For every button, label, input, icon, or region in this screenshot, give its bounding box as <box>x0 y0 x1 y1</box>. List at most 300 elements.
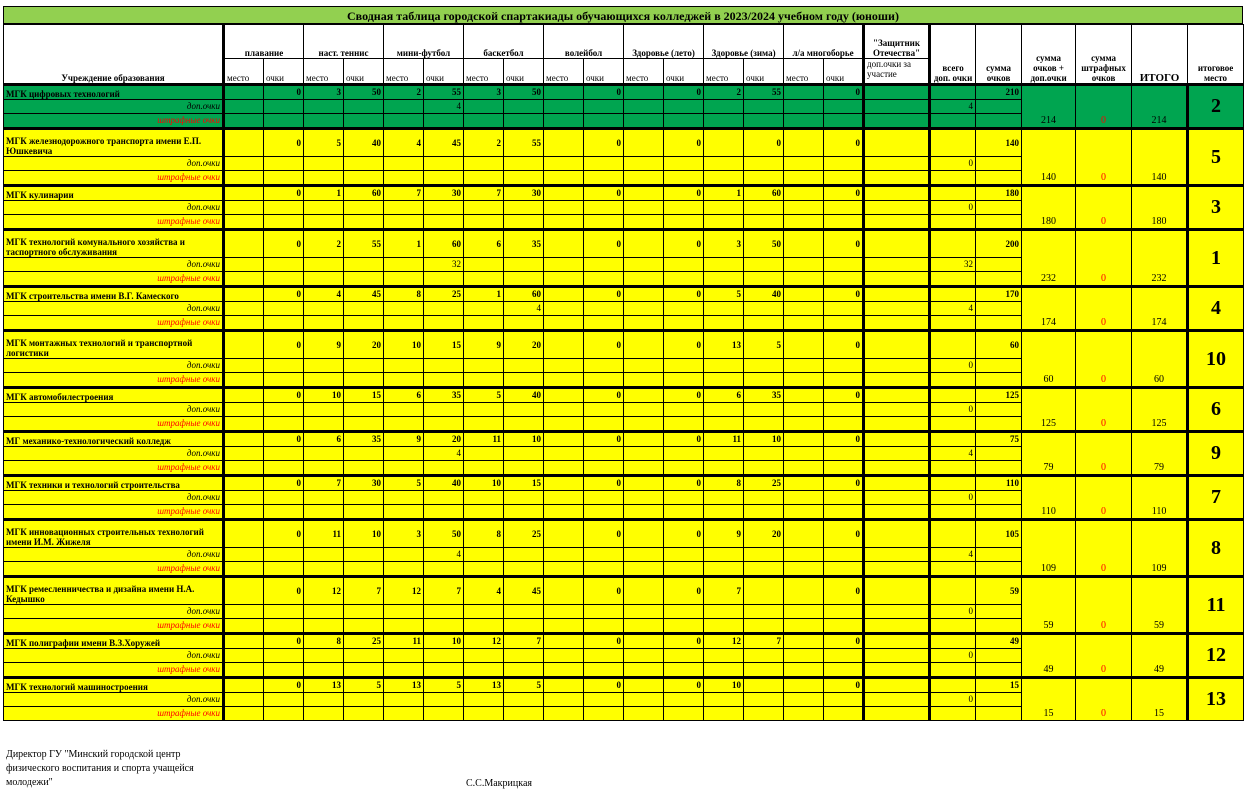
extra-cell <box>304 157 344 171</box>
points-cell: 50 <box>744 230 784 258</box>
sum-points-cell: 49 <box>976 634 1022 649</box>
header-total-extra: всего доп. очки <box>930 25 976 85</box>
extra-cell <box>384 171 424 186</box>
extra-cell <box>824 505 864 520</box>
extra-cell <box>704 447 744 461</box>
place-cell <box>784 186 824 201</box>
place-cell <box>624 388 664 403</box>
extra-cell <box>264 447 304 461</box>
place-cell: 6 <box>704 388 744 403</box>
points-cell: 20 <box>344 331 384 359</box>
extra-cell <box>344 403 384 417</box>
points-cell: 0 <box>664 129 704 157</box>
points-cell: 0 <box>264 230 304 258</box>
extra-cell <box>624 562 664 577</box>
extra-cell <box>704 649 744 663</box>
header-sport: наст. теннис <box>304 25 384 59</box>
extra-cell <box>744 157 784 171</box>
sum-plus-cell: 232 <box>1022 230 1076 287</box>
extra-cell <box>304 201 344 215</box>
defender-cell <box>864 201 930 215</box>
total-extra-cell <box>930 678 976 693</box>
points-cell: 25 <box>424 287 464 302</box>
extra-cell <box>384 157 424 171</box>
defender-cell <box>864 634 930 649</box>
sum-penalty-cell: 0 <box>1076 388 1132 432</box>
extra-label: доп.очки <box>4 359 224 373</box>
sum-points-cell: 140 <box>976 129 1022 157</box>
extra-cell <box>224 447 264 461</box>
place-cell: 3 <box>384 520 424 548</box>
header-points: очки <box>584 59 624 85</box>
extra-cell <box>784 605 824 619</box>
extra-cell <box>264 100 304 114</box>
header-place: место <box>384 59 424 85</box>
total-extra-cell <box>930 171 976 186</box>
points-cell: 20 <box>744 520 784 548</box>
total-extra-cell: 0 <box>930 157 976 171</box>
points-cell: 0 <box>824 520 864 548</box>
points-cell: 0 <box>664 634 704 649</box>
extra-cell <box>584 157 624 171</box>
place-cell <box>544 287 584 302</box>
penalty-label: штрафные очки <box>4 417 224 432</box>
extra-cell <box>744 114 784 129</box>
extra-cell <box>504 461 544 476</box>
defender-cell <box>864 85 930 100</box>
extra-cell <box>304 100 344 114</box>
extra-label: доп.очки <box>4 201 224 215</box>
extra-cell <box>544 491 584 505</box>
header-place: место <box>624 59 664 85</box>
extra-cell <box>624 359 664 373</box>
extra-cell <box>424 403 464 417</box>
extra-cell <box>504 663 544 678</box>
place-cell: 4 <box>304 287 344 302</box>
points-cell: 0 <box>584 129 624 157</box>
extra-cell <box>784 258 824 272</box>
table-row <box>4 577 1244 605</box>
extra-cell <box>304 316 344 331</box>
sum-points-cell <box>976 649 1022 663</box>
extra-cell <box>664 605 704 619</box>
defender-cell <box>864 548 930 562</box>
extra-cell <box>544 693 584 707</box>
extra-cell <box>784 272 824 287</box>
place-cell: 12 <box>704 634 744 649</box>
extra-cell: 4 <box>424 447 464 461</box>
place-cell <box>544 129 584 157</box>
extra-cell <box>544 707 584 721</box>
points-cell: 35 <box>744 388 784 403</box>
total-extra-cell <box>930 417 976 432</box>
place-cell: 2 <box>304 230 344 258</box>
place-cell <box>544 331 584 359</box>
table-row <box>4 432 1244 447</box>
place-cell: 4 <box>384 129 424 157</box>
extra-cell <box>784 663 824 678</box>
extra-cell <box>664 316 704 331</box>
points-cell: 55 <box>424 85 464 100</box>
place-cell: 9 <box>704 520 744 548</box>
points-cell: 0 <box>264 129 304 157</box>
sum-points-cell <box>976 171 1022 186</box>
sum-penalty-cell: 0 <box>1076 230 1132 287</box>
extra-cell <box>264 619 304 634</box>
extra-cell <box>344 605 384 619</box>
points-cell: 0 <box>664 577 704 605</box>
place-cell <box>224 331 264 359</box>
points-cell: 55 <box>504 129 544 157</box>
sum-points-cell: 180 <box>976 186 1022 201</box>
place-cell: 8 <box>464 520 504 548</box>
extra-cell <box>384 548 424 562</box>
extra-cell: 32 <box>424 258 464 272</box>
place-cell <box>224 577 264 605</box>
extra-cell <box>344 562 384 577</box>
place-cell <box>224 432 264 447</box>
sum-points-cell <box>976 548 1022 562</box>
extra-cell <box>704 157 744 171</box>
extra-cell <box>504 316 544 331</box>
sum-penalty-cell: 0 <box>1076 577 1132 634</box>
extra-cell <box>464 447 504 461</box>
sum-points-cell: 170 <box>976 287 1022 302</box>
sum-points-cell <box>976 461 1022 476</box>
extra-label: доп.очки <box>4 447 224 461</box>
place-cell: 13 <box>304 678 344 693</box>
points-cell: 0 <box>264 634 304 649</box>
extra-cell <box>824 447 864 461</box>
extra-cell <box>704 201 744 215</box>
sum-points-cell <box>976 215 1022 230</box>
extra-cell <box>264 693 304 707</box>
extra-cell <box>784 114 824 129</box>
final-place-cell: 12 <box>1188 634 1244 678</box>
points-cell: 0 <box>824 129 864 157</box>
place-cell: 10 <box>304 388 344 403</box>
extra-cell <box>624 491 664 505</box>
extra-cell <box>664 562 704 577</box>
extra-cell <box>264 403 304 417</box>
extra-cell <box>744 447 784 461</box>
extra-cell <box>744 505 784 520</box>
points-cell: 0 <box>264 476 304 491</box>
extra-cell <box>424 114 464 129</box>
sum-points-cell <box>976 359 1022 373</box>
extra-cell <box>664 201 704 215</box>
sum-points-cell: 75 <box>976 432 1022 447</box>
place-cell <box>624 432 664 447</box>
points-cell: 5 <box>744 331 784 359</box>
extra-cell <box>304 707 344 721</box>
points-cell: 0 <box>264 186 304 201</box>
place-cell: 3 <box>464 85 504 100</box>
defender-cell <box>864 157 930 171</box>
extra-cell <box>384 403 424 417</box>
extra-cell <box>224 171 264 186</box>
extra-cell <box>384 707 424 721</box>
extra-cell <box>304 171 344 186</box>
extra-cell <box>664 619 704 634</box>
penalty-label: штрафные очки <box>4 272 224 287</box>
header-sport: мини-футбол <box>384 25 464 59</box>
extra-cell <box>304 272 344 287</box>
extra-cell <box>344 272 384 287</box>
extra-cell <box>784 649 824 663</box>
table-row <box>4 331 1244 359</box>
extra-cell <box>304 373 344 388</box>
extra-cell <box>544 272 584 287</box>
extra-cell <box>344 114 384 129</box>
extra-cell <box>464 548 504 562</box>
points-cell: 25 <box>504 520 544 548</box>
extra-label: доп.очки <box>4 100 224 114</box>
extra-cell <box>544 302 584 316</box>
extra-cell <box>504 548 544 562</box>
extra-cell <box>784 302 824 316</box>
sum-penalty-cell: 0 <box>1076 186 1132 230</box>
extra-cell <box>784 157 824 171</box>
final-place-cell: 4 <box>1188 287 1244 331</box>
points-cell: 10 <box>424 634 464 649</box>
points-cell: 0 <box>824 634 864 649</box>
itogo-cell: 15 <box>1132 678 1188 721</box>
place-cell: 8 <box>704 476 744 491</box>
extra-cell <box>824 272 864 287</box>
extra-cell <box>704 316 744 331</box>
place-cell: 1 <box>384 230 424 258</box>
sum-points-cell <box>976 258 1022 272</box>
extra-cell <box>344 201 384 215</box>
place-cell <box>624 577 664 605</box>
penalty-label: штрафные очки <box>4 171 224 186</box>
points-cell: 0 <box>584 287 624 302</box>
total-extra-cell <box>930 230 976 258</box>
extra-cell <box>584 373 624 388</box>
itogo-cell: 60 <box>1132 331 1188 388</box>
extra-cell <box>464 171 504 186</box>
extra-cell <box>504 201 544 215</box>
extra-cell <box>584 272 624 287</box>
place-cell <box>784 577 824 605</box>
place-cell: 2 <box>384 85 424 100</box>
total-extra-cell <box>930 619 976 634</box>
extra-cell <box>384 272 424 287</box>
points-cell: 0 <box>664 520 704 548</box>
points-cell: 0 <box>664 287 704 302</box>
extra-cell <box>624 157 664 171</box>
header-sum-points: сумма очков <box>976 25 1022 85</box>
total-extra-cell: 4 <box>930 302 976 316</box>
extra-cell <box>744 316 784 331</box>
extra-cell <box>784 100 824 114</box>
points-cell: 0 <box>664 186 704 201</box>
place-cell <box>624 634 664 649</box>
points-cell: 0 <box>584 388 624 403</box>
itogo-cell: 232 <box>1132 230 1188 287</box>
place-cell <box>624 186 664 201</box>
place-cell: 10 <box>464 476 504 491</box>
header-points: очки <box>664 59 704 85</box>
points-cell: 10 <box>344 520 384 548</box>
extra-cell <box>504 605 544 619</box>
extra-cell <box>264 491 304 505</box>
extra-cell <box>744 649 784 663</box>
sum-points-cell <box>976 707 1022 721</box>
extra-label: доп.очки <box>4 302 224 316</box>
extra-cell <box>344 359 384 373</box>
extra-cell <box>624 605 664 619</box>
extra-cell <box>784 562 824 577</box>
penalty-label: штрафные очки <box>4 373 224 388</box>
extra-cell <box>464 373 504 388</box>
sum-points-cell <box>976 417 1022 432</box>
sum-points-cell <box>976 562 1022 577</box>
extra-cell <box>344 619 384 634</box>
total-extra-cell: 0 <box>930 649 976 663</box>
total-extra-cell <box>930 272 976 287</box>
defender-cell <box>864 663 930 678</box>
header-defender-sub: доп.очки за участие <box>864 59 930 85</box>
sum-points-cell: 105 <box>976 520 1022 548</box>
extra-cell <box>264 215 304 230</box>
extra-cell <box>464 201 504 215</box>
extra-cell <box>544 171 584 186</box>
extra-cell <box>504 619 544 634</box>
extra-cell <box>704 619 744 634</box>
place-cell <box>224 186 264 201</box>
extra-cell <box>704 258 744 272</box>
extra-cell <box>824 100 864 114</box>
extra-cell <box>584 461 624 476</box>
itogo-cell: 140 <box>1132 129 1188 186</box>
extra-cell <box>424 157 464 171</box>
extra-cell <box>264 157 304 171</box>
institution-name: МГК кулинарии <box>4 186 224 201</box>
place-cell <box>544 432 584 447</box>
extra-cell <box>464 505 504 520</box>
extra-cell <box>304 562 344 577</box>
extra-cell <box>224 403 264 417</box>
sum-penalty-cell: 0 <box>1076 634 1132 678</box>
extra-cell <box>624 447 664 461</box>
points-cell: 30 <box>504 186 544 201</box>
extra-cell <box>624 649 664 663</box>
table-row <box>4 230 1244 258</box>
place-cell <box>784 678 824 693</box>
header-sport: Здоровье (лето) <box>624 25 704 59</box>
points-cell: 60 <box>504 287 544 302</box>
place-cell <box>224 520 264 548</box>
points-cell: 0 <box>824 230 864 258</box>
sum-penalty-cell: 0 <box>1076 129 1132 186</box>
place-cell <box>544 520 584 548</box>
points-cell: 0 <box>584 331 624 359</box>
extra-cell <box>704 171 744 186</box>
sum-plus-cell: 79 <box>1022 432 1076 476</box>
extra-cell <box>704 373 744 388</box>
sum-plus-cell: 15 <box>1022 678 1076 721</box>
defender-cell <box>864 577 930 605</box>
extra-cell <box>224 548 264 562</box>
place-cell: 7 <box>304 476 344 491</box>
points-cell: 0 <box>824 432 864 447</box>
sum-points-cell: 59 <box>976 577 1022 605</box>
points-cell: 15 <box>504 476 544 491</box>
itogo-cell: 180 <box>1132 186 1188 230</box>
sum-plus-cell: 109 <box>1022 520 1076 577</box>
points-cell: 40 <box>744 287 784 302</box>
extra-cell <box>224 114 264 129</box>
sum-points-cell: 110 <box>976 476 1022 491</box>
total-extra-cell <box>930 388 976 403</box>
header-defender: "Защитник Отечества" <box>864 25 930 59</box>
place-cell <box>544 678 584 693</box>
sum-points-cell <box>976 619 1022 634</box>
table-row <box>4 634 1244 649</box>
total-extra-cell: 4 <box>930 548 976 562</box>
extra-cell <box>424 619 464 634</box>
points-cell <box>744 577 784 605</box>
extra-cell <box>624 403 664 417</box>
sum-points-cell <box>976 663 1022 678</box>
place-cell <box>544 476 584 491</box>
extra-cell <box>744 171 784 186</box>
extra-cell <box>784 505 824 520</box>
extra-cell <box>584 663 624 678</box>
extra-cell <box>304 619 344 634</box>
extra-cell <box>344 548 384 562</box>
sum-points-cell <box>976 157 1022 171</box>
final-place-cell: 9 <box>1188 432 1244 476</box>
extra-cell <box>224 649 264 663</box>
points-cell: 0 <box>664 432 704 447</box>
extra-cell <box>544 403 584 417</box>
place-cell <box>224 388 264 403</box>
sum-points-cell <box>976 447 1022 461</box>
penalty-label: штрафные очки <box>4 114 224 129</box>
extra-cell <box>584 649 624 663</box>
place-cell: 6 <box>464 230 504 258</box>
extra-cell <box>224 302 264 316</box>
extra-cell <box>424 201 464 215</box>
extra-cell <box>304 417 344 432</box>
sum-points-cell: 15 <box>976 678 1022 693</box>
place-cell: 6 <box>384 388 424 403</box>
extra-cell <box>824 707 864 721</box>
extra-cell: 4 <box>424 548 464 562</box>
extra-cell <box>264 302 304 316</box>
place-cell <box>784 520 824 548</box>
sum-penalty-cell: 0 <box>1076 287 1132 331</box>
extra-label: доп.очки <box>4 258 224 272</box>
sum-plus-cell: 174 <box>1022 287 1076 331</box>
header-points: очки <box>264 59 304 85</box>
extra-cell <box>744 258 784 272</box>
extra-cell <box>224 461 264 476</box>
penalty-label: штрафные очки <box>4 663 224 678</box>
extra-cell <box>584 302 624 316</box>
total-extra-cell <box>930 373 976 388</box>
points-cell: 30 <box>424 186 464 201</box>
points-cell: 0 <box>824 388 864 403</box>
extra-cell <box>504 447 544 461</box>
extra-cell <box>344 215 384 230</box>
defender-cell <box>864 693 930 707</box>
sum-points-cell: 60 <box>976 331 1022 359</box>
place-cell <box>624 678 664 693</box>
